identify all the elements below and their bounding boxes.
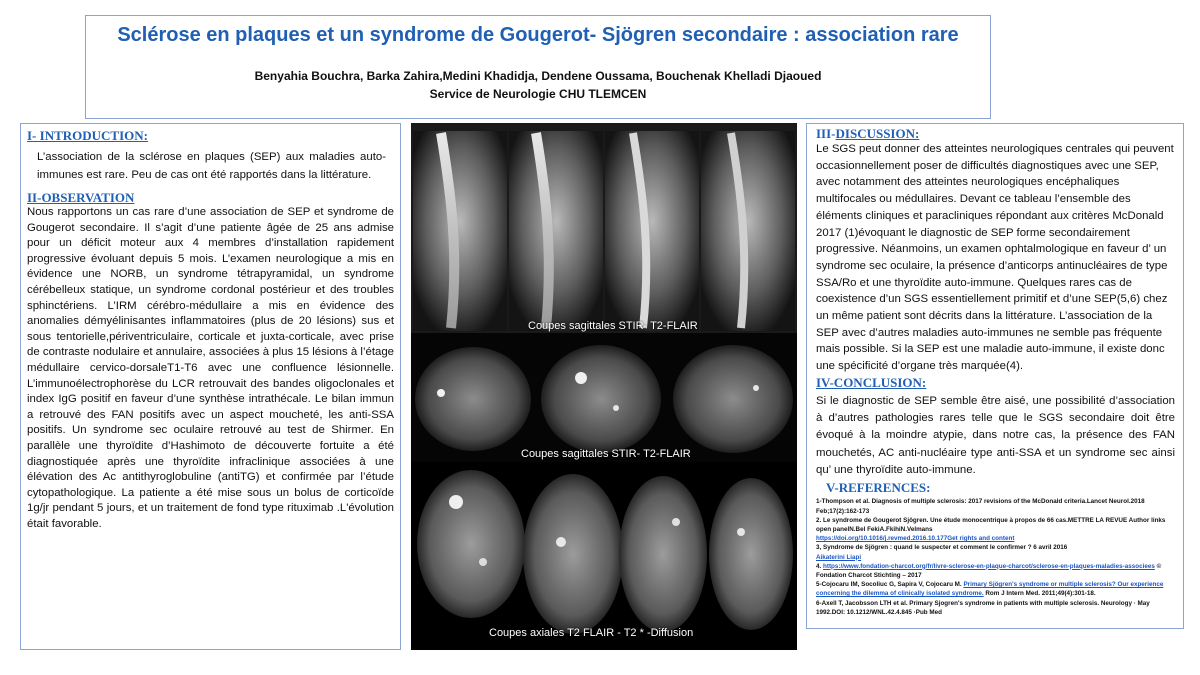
- right-column: [806, 123, 1184, 629]
- reference-3: 3, Syndrome de Sjögren : quand le suspecter et comment le confirmer ? 6 avril 2016: [816, 544, 1068, 552]
- reference-4: [816, 562, 1175, 580]
- conclusion-text: Si le diagnostic de SEP semble être aisé, une possibilité d’association à d’autres pathologies rares telle que le SGS secondaire doit être évoqué à la moindre atypie, dans notre cas, la présence des FAN mouchetés, AC anti-nucléaire type anti-SSA et un syndrome sec ainsi qu’ une thyroïdite auto-immune.: [816, 394, 1175, 477]
- reference-4-tail: © Fondation Charcot Stichting – 2017: [816, 562, 1162, 579]
- reference-6: 6-Axell T, Jacobsson LTH et al. Primary Sjogren's syndrome in patients with multiple sclerosis. Neurology · May 1992.DOI: 10.1212/WNL.42.4.845 ·Pub Med: [816, 599, 1150, 616]
- reference-2: 2. Le syndrome de Gougerot Sjögren. Une étude monocentrique à propos de 66 cas.METTRE LA REVUE Author links open panelN.Bel FekiA.FkihiN.Velmans: [816, 516, 1166, 533]
- references-heading: V-REFERENCES:: [826, 480, 931, 496]
- reference-2-link[interactable]: https://doi.org/10.1016/j.revmed.2016.10.177Get rights and content: [816, 535, 1015, 543]
- mri-row-spine-sagittal: [411, 123, 797, 333]
- reference-5: [816, 580, 1175, 598]
- poster-header: [85, 15, 991, 119]
- conclusion-heading: IV-CONCLUSION:: [816, 374, 927, 390]
- mri-row-brain-sagittal: [411, 333, 797, 462]
- service-line: Service de Neurologie CHU TLEMCEN: [429, 87, 647, 101]
- left-column: [20, 123, 401, 650]
- reference-1: 1-Thompson et al. Diagnosis of multiple sclerosis: 2017 revisions of the McDonald criteria.Lancet Neurol.2018 Feb;17(2):162-173: [816, 498, 1145, 515]
- discussion-heading: [816, 126, 1175, 141]
- authors-line: Benyahia Bouchra, Barka Zahira,Medini Khadidja, Dendene Oussama, Bouchenak Khelladi Djaoued: [254, 69, 822, 83]
- reference-5-tail: Rom J Intern Med. 2011;49(4):301-18.: [983, 590, 1096, 598]
- introduction-text: L’association de la sclérose en plaques (SEP) aux maladies auto-immunes est rare. Peu de cas ont été rapportés dans la littérature.: [37, 151, 386, 181]
- brain-axial-scans: [411, 462, 797, 650]
- reference-5-link[interactable]: Primary Sjögren's syndrome or multiple sclerosis? Our experience concerning the dilemma of clinically isolated syndrome.: [816, 581, 1164, 598]
- caption-sagittal-1: Coupes sagittales STIR- T2-FLAIR: [528, 320, 698, 332]
- reference-3-link[interactable]: Aikaterini Liapi: [816, 553, 862, 561]
- references-list: [816, 497, 1175, 617]
- discussion-heading-prefix: III-: [816, 126, 836, 141]
- caption-axial: Coupes axiales T2 FLAIR - T2 * -Diffusion: [489, 627, 694, 639]
- discussion-heading-main: DISCUSSION:: [835, 126, 920, 141]
- spine-sagittal-scans: [411, 123, 797, 333]
- caption-sagittal-2: Coupes sagittales STIR- T2-FLAIR: [521, 448, 691, 460]
- introduction-heading: I- INTRODUCTION:: [27, 128, 148, 143]
- mri-row-brain-axial: [411, 462, 797, 650]
- reference-4-number: 4.: [816, 562, 824, 570]
- reference-5-authors: 5-Cojocaru IM, Socoliuc G, Sapira V, Cojocaru M.: [816, 581, 964, 589]
- observation-heading: II-OBSERVATION: [27, 190, 135, 205]
- brain-sagittal-scans: [411, 333, 797, 462]
- discussion-text: Le SGS peut donner des atteintes neurologiques centrales qui peuvent occasionnellement poser de difficultés diagnostiques avec une SEP, avec notamment des atteintes neurologiques encéphaliques multifocales ou médullaires. Devant ce tableau l’ensemble des éléments cliniques et paracliniques répondant aux critères McDonald 2017 (1)évoquant le diagnostic de SEP forme secondairement progressive. Néanmoins, un examen ophtalmologique en faveur d’ un syndrome sec oculaire, la présence d’anticorps antinucléaires de type SSA/Ro et une thyroïdite auto-immune. Quelques rares cas de coexistence d’un SGS essentiellement primitif et d’une SEP(5,6) chez un même patient sont décrits dans la littérature. L’association de la SEP avec d’autres maladies auto-immunes ne semble pas fréquente mais possible. Si la SEP est une maladie auto-immune, il existe donc une spécificité d’organe très marquée(4).: [816, 143, 1174, 373]
- reference-4-link[interactable]: https://www.fondation-charcot.org/fr/livre-sclerose-en-plaque-charcot/sclerose-en-plaques-maladies-associees: [823, 562, 1155, 570]
- poster-title: Sclérose en plaques et un syndrome de Gougerot- Sjögren secondaire : association rare: [117, 24, 959, 46]
- observation-text: Nous rapportons un cas rare d’une association de SEP et syndrome de Gougerot secondaire. Il s’agit d’une patiente âgée de 25 ans admise pour un déficit moteur aux 4 membres d’installation rapidement progressive évoluant depuis 5 mois. L’examen neurologique a mis en évidence une NORB, un syndrome tétrapyramidal, un syndrome cérébelleux statique, un syndrome cordonal postérieur et des troubles sphinctériens. L’IRM cérébro-médullaire a mis en évidence des anomalies démyélinisantes inflammatoires (plus de 20 lésions) sus et sous tentorielle,périventriculaire, corticale et juxta-corticale, avec prise de contraste nodulaire et annulaire, associées à plus 15 lésions à l’étage médullaire cervico-dorsaleT1-T6 avec une confluence lésionnelle. L’immunoélectrophorèse du LCR retrouvait des bandes oligoclonales et index IgG positif en faveur d’une synthèse intrathécale. Le bilan immun a retrouvé des FAN positifs avec un aspect moucheté, les anti-SSA positifs. Un syndrome sec oculaire retrouvé au test de Shirmer. En parallèle une thyroïdite d’Hashimoto de découverte fortuite a été diagnostiquée après une thyroïdite infraclinique associées à une élévation des Ac antithyroglobuline (antiTG) et confirmée par l’étude cytopathologique. La patiente a été mise sous un bolus de corticoïde 1g/jr pendant 5 jours, et un traitement de fond type rituximab .L'évolution était favorable.: [27, 206, 394, 530]
- mri-figure-panel: [411, 123, 797, 650]
